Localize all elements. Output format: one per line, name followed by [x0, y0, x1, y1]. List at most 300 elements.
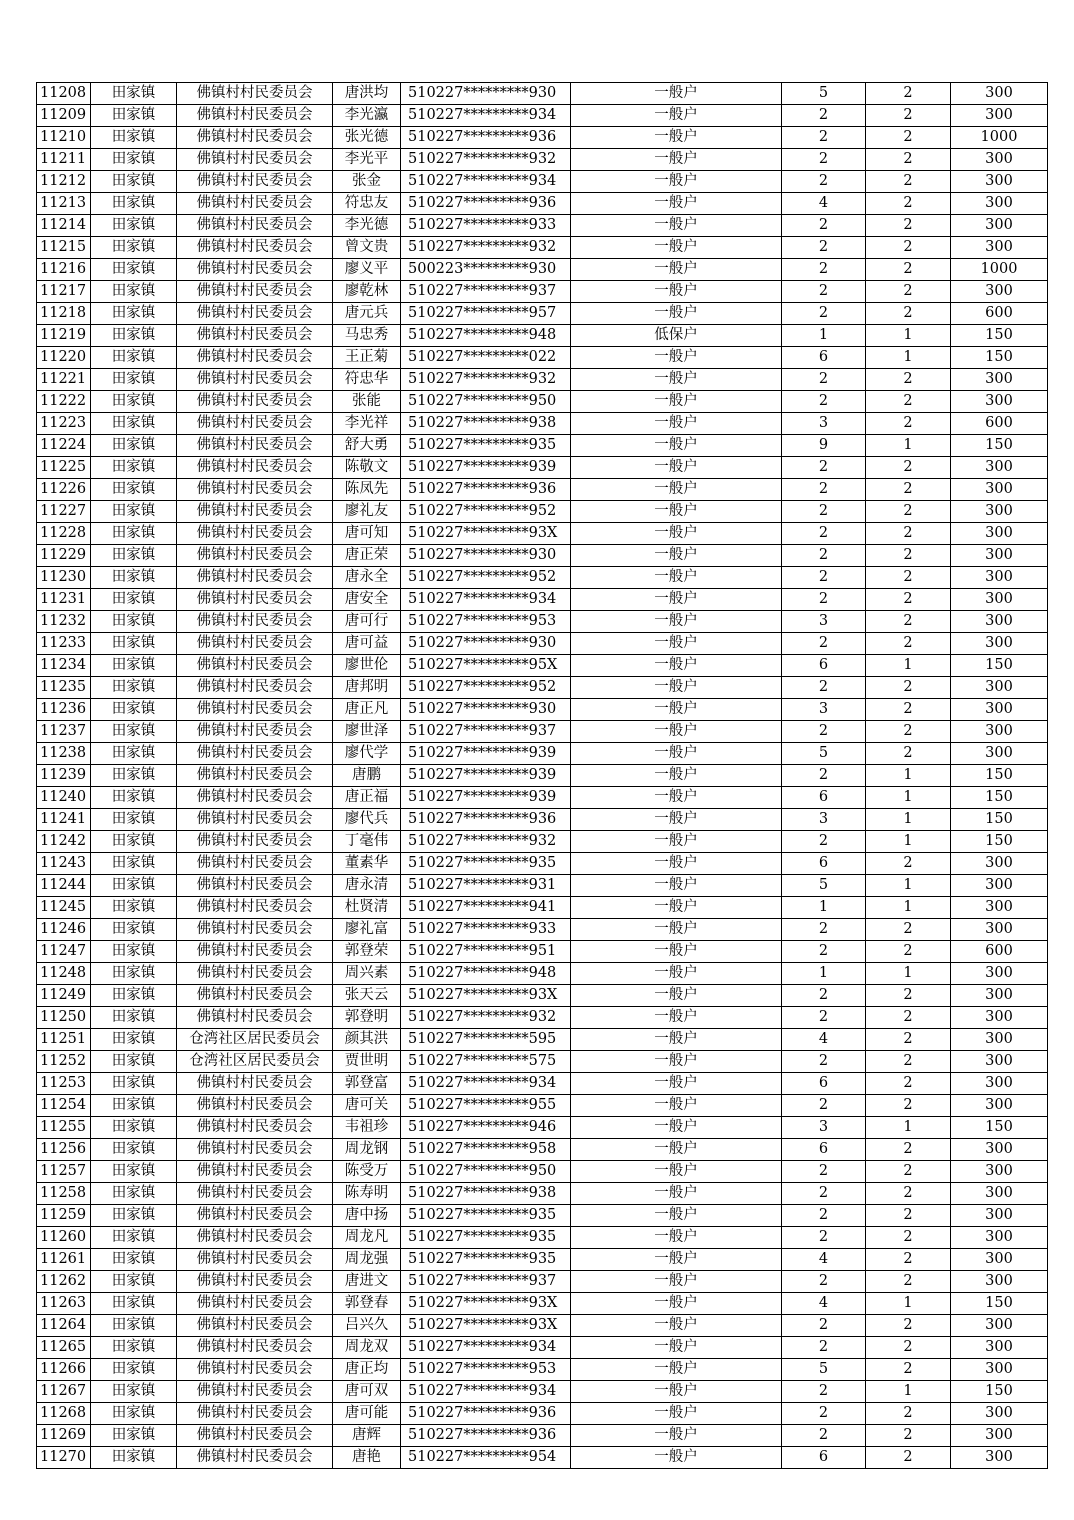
row-number-cell: 11227: [37, 501, 91, 523]
committee-cell: 佛镇村村民委员会: [177, 1227, 333, 1249]
table-row: [37, 1029, 1048, 1051]
table-row: [37, 853, 1048, 875]
id-number-cell: 510227*********937: [401, 1271, 571, 1293]
row-number-cell: 11251: [37, 1029, 91, 1051]
household-size-cell: 2: [782, 369, 866, 391]
row-number-cell: 11244: [37, 875, 91, 897]
committee-cell: 佛镇村村民委员会: [177, 699, 333, 721]
amount-cell: 150: [951, 1293, 1048, 1315]
table-row: [37, 259, 1048, 281]
id-number-cell: 510227*********930: [401, 633, 571, 655]
count-cell: 1: [866, 765, 951, 787]
row-number-cell: 11238: [37, 743, 91, 765]
table-row: [37, 787, 1048, 809]
table-row: [37, 677, 1048, 699]
id-number-cell: 500223*********930: [401, 259, 571, 281]
amount-cell: 300: [951, 897, 1048, 919]
household-type-cell: 一般户: [571, 699, 782, 721]
town-cell: 田家镇: [91, 1381, 177, 1403]
id-number-cell: 510227*********948: [401, 963, 571, 985]
town-cell: 田家镇: [91, 1117, 177, 1139]
committee-cell: 佛镇村村民委员会: [177, 479, 333, 501]
committee-cell: 佛镇村村民委员会: [177, 853, 333, 875]
count-cell: 2: [866, 479, 951, 501]
name-cell: 张光德: [333, 127, 401, 149]
household-size-cell: 5: [782, 83, 866, 105]
id-number-cell: 510227*********934: [401, 589, 571, 611]
household-size-cell: 2: [782, 259, 866, 281]
count-cell: 2: [866, 1073, 951, 1095]
count-cell: 2: [866, 413, 951, 435]
committee-cell: 佛镇村村民委员会: [177, 281, 333, 303]
id-number-cell: 510227*********952: [401, 677, 571, 699]
id-number-cell: 510227*********022: [401, 347, 571, 369]
records-table: [36, 82, 1048, 1469]
town-cell: 田家镇: [91, 677, 177, 699]
row-number-cell: 11239: [37, 765, 91, 787]
town-cell: 田家镇: [91, 897, 177, 919]
household-size-cell: 3: [782, 809, 866, 831]
household-size-cell: 2: [782, 215, 866, 237]
household-type-cell: 一般户: [571, 1051, 782, 1073]
table-row: [37, 1447, 1048, 1469]
household-size-cell: 2: [782, 831, 866, 853]
committee-cell: 佛镇村村民委员会: [177, 83, 333, 105]
household-type-cell: 一般户: [571, 1271, 782, 1293]
amount-cell: 300: [951, 369, 1048, 391]
count-cell: 1: [866, 435, 951, 457]
count-cell: 2: [866, 743, 951, 765]
committee-cell: 佛镇村村民委员会: [177, 1095, 333, 1117]
name-cell: 周龙凡: [333, 1227, 401, 1249]
household-size-cell: 2: [782, 1161, 866, 1183]
town-cell: 田家镇: [91, 765, 177, 787]
row-number-cell: 11250: [37, 1007, 91, 1029]
row-number-cell: 11249: [37, 985, 91, 1007]
row-number-cell: 11247: [37, 941, 91, 963]
household-type-cell: 一般户: [571, 259, 782, 281]
name-cell: 郭登明: [333, 1007, 401, 1029]
name-cell: 郭登荣: [333, 941, 401, 963]
household-type-cell: 一般户: [571, 347, 782, 369]
household-size-cell: 2: [782, 127, 866, 149]
table-row: [37, 721, 1048, 743]
household-size-cell: 2: [782, 919, 866, 941]
household-type-cell: 一般户: [571, 303, 782, 325]
name-cell: 唐可能: [333, 1403, 401, 1425]
name-cell: 周龙钢: [333, 1139, 401, 1161]
name-cell: 郭登富: [333, 1073, 401, 1095]
id-number-cell: 510227*********930: [401, 699, 571, 721]
household-type-cell: 一般户: [571, 809, 782, 831]
town-cell: 田家镇: [91, 875, 177, 897]
name-cell: 唐可关: [333, 1095, 401, 1117]
town-cell: 田家镇: [91, 303, 177, 325]
name-cell: 张金: [333, 171, 401, 193]
id-number-cell: 510227*********932: [401, 149, 571, 171]
table-row: [37, 985, 1048, 1007]
row-number-cell: 11261: [37, 1249, 91, 1271]
committee-cell: 佛镇村村民委员会: [177, 897, 333, 919]
row-number-cell: 11243: [37, 853, 91, 875]
row-number-cell: 11270: [37, 1447, 91, 1469]
household-type-cell: 一般户: [571, 919, 782, 941]
town-cell: 田家镇: [91, 259, 177, 281]
row-number-cell: 11262: [37, 1271, 91, 1293]
id-number-cell: 510227*********934: [401, 171, 571, 193]
name-cell: 丁毫伟: [333, 831, 401, 853]
table-row: [37, 963, 1048, 985]
committee-cell: 佛镇村村民委员会: [177, 809, 333, 831]
town-cell: 田家镇: [91, 369, 177, 391]
town-cell: 田家镇: [91, 325, 177, 347]
row-number-cell: 11215: [37, 237, 91, 259]
count-cell: 2: [866, 1095, 951, 1117]
row-number-cell: 11211: [37, 149, 91, 171]
committee-cell: 佛镇村村民委员会: [177, 831, 333, 853]
table-row: [37, 1007, 1048, 1029]
row-number-cell: 11240: [37, 787, 91, 809]
amount-cell: 300: [951, 501, 1048, 523]
town-cell: 田家镇: [91, 281, 177, 303]
household-size-cell: 2: [782, 567, 866, 589]
committee-cell: 佛镇村村民委员会: [177, 875, 333, 897]
town-cell: 田家镇: [91, 523, 177, 545]
name-cell: 唐正均: [333, 1359, 401, 1381]
count-cell: 2: [866, 281, 951, 303]
row-number-cell: 11224: [37, 435, 91, 457]
table-row: [37, 1095, 1048, 1117]
table-row: [37, 523, 1048, 545]
row-number-cell: 11235: [37, 677, 91, 699]
amount-cell: 300: [951, 875, 1048, 897]
name-cell: 张能: [333, 391, 401, 413]
amount-cell: 300: [951, 963, 1048, 985]
id-number-cell: 510227*********953: [401, 1359, 571, 1381]
table-row: [37, 1249, 1048, 1271]
count-cell: 1: [866, 1117, 951, 1139]
amount-cell: 300: [951, 985, 1048, 1007]
table-row: [37, 1161, 1048, 1183]
town-cell: 田家镇: [91, 171, 177, 193]
id-number-cell: 510227*********939: [401, 787, 571, 809]
amount-cell: 300: [951, 1183, 1048, 1205]
table-row: [37, 1183, 1048, 1205]
count-cell: 2: [866, 127, 951, 149]
id-number-cell: 510227*********930: [401, 83, 571, 105]
id-number-cell: 510227*********936: [401, 479, 571, 501]
town-cell: 田家镇: [91, 985, 177, 1007]
id-number-cell: 510227*********934: [401, 105, 571, 127]
id-number-cell: 510227*********933: [401, 215, 571, 237]
household-size-cell: 5: [782, 1359, 866, 1381]
amount-cell: 300: [951, 1315, 1048, 1337]
name-cell: 李光瀛: [333, 105, 401, 127]
amount-cell: 300: [951, 1161, 1048, 1183]
id-number-cell: 510227*********936: [401, 193, 571, 215]
table-row: [37, 897, 1048, 919]
name-cell: 周龙双: [333, 1337, 401, 1359]
household-size-cell: 2: [782, 765, 866, 787]
amount-cell: 300: [951, 589, 1048, 611]
table-row: [37, 1139, 1048, 1161]
id-number-cell: 510227*********948: [401, 325, 571, 347]
household-type-cell: 一般户: [571, 963, 782, 985]
count-cell: 1: [866, 347, 951, 369]
town-cell: 田家镇: [91, 237, 177, 259]
name-cell: 唐可双: [333, 1381, 401, 1403]
household-type-cell: 一般户: [571, 655, 782, 677]
amount-cell: 600: [951, 303, 1048, 325]
name-cell: 廖礼富: [333, 919, 401, 941]
household-type-cell: 一般户: [571, 1007, 782, 1029]
committee-cell: 佛镇村村民委员会: [177, 655, 333, 677]
committee-cell: 佛镇村村民委员会: [177, 1447, 333, 1469]
household-type-cell: 一般户: [571, 281, 782, 303]
name-cell: 廖义平: [333, 259, 401, 281]
household-type-cell: 一般户: [571, 787, 782, 809]
household-type-cell: 一般户: [571, 897, 782, 919]
count-cell: 2: [866, 1183, 951, 1205]
row-number-cell: 11212: [37, 171, 91, 193]
town-cell: 田家镇: [91, 567, 177, 589]
household-type-cell: 一般户: [571, 215, 782, 237]
amount-cell: 300: [951, 83, 1048, 105]
name-cell: 颜其洪: [333, 1029, 401, 1051]
amount-cell: 150: [951, 1381, 1048, 1403]
household-type-cell: 一般户: [571, 1139, 782, 1161]
table-row: [37, 1073, 1048, 1095]
town-cell: 田家镇: [91, 721, 177, 743]
id-number-cell: 510227*********937: [401, 721, 571, 743]
row-number-cell: 11217: [37, 281, 91, 303]
household-type-cell: 一般户: [571, 127, 782, 149]
town-cell: 田家镇: [91, 1249, 177, 1271]
count-cell: 2: [866, 545, 951, 567]
name-cell: 廖礼友: [333, 501, 401, 523]
table-row: [37, 303, 1048, 325]
committee-cell: 佛镇村村民委员会: [177, 501, 333, 523]
id-number-cell: 510227*********936: [401, 1425, 571, 1447]
town-cell: 田家镇: [91, 655, 177, 677]
id-number-cell: 510227*********941: [401, 897, 571, 919]
household-type-cell: 一般户: [571, 83, 782, 105]
id-number-cell: 510227*********953: [401, 611, 571, 633]
count-cell: 1: [866, 1293, 951, 1315]
count-cell: 2: [866, 1227, 951, 1249]
amount-cell: 150: [951, 325, 1048, 347]
household-type-cell: 一般户: [571, 765, 782, 787]
table-row: [37, 1205, 1048, 1227]
id-number-cell: 510227*********939: [401, 457, 571, 479]
committee-cell: 佛镇村村民委员会: [177, 391, 333, 413]
household-type-cell: 一般户: [571, 611, 782, 633]
committee-cell: 佛镇村村民委员会: [177, 457, 333, 479]
amount-cell: 150: [951, 787, 1048, 809]
count-cell: 2: [866, 853, 951, 875]
committee-cell: 佛镇村村民委员会: [177, 259, 333, 281]
committee-cell: 佛镇村村民委员会: [177, 303, 333, 325]
table-row: [37, 457, 1048, 479]
table-row: [37, 281, 1048, 303]
household-type-cell: 一般户: [571, 721, 782, 743]
town-cell: 田家镇: [91, 831, 177, 853]
town-cell: 田家镇: [91, 1359, 177, 1381]
row-number-cell: 11223: [37, 413, 91, 435]
household-type-cell: 一般户: [571, 1205, 782, 1227]
count-cell: 2: [866, 589, 951, 611]
committee-cell: 仓湾社区居民委员会: [177, 1051, 333, 1073]
table-row: [37, 1117, 1048, 1139]
id-number-cell: 510227*********93X: [401, 985, 571, 1007]
committee-cell: 佛镇村村民委员会: [177, 963, 333, 985]
amount-cell: 150: [951, 809, 1048, 831]
id-number-cell: 510227*********932: [401, 369, 571, 391]
id-number-cell: 510227*********934: [401, 1337, 571, 1359]
name-cell: 唐正福: [333, 787, 401, 809]
id-number-cell: 510227*********955: [401, 1095, 571, 1117]
row-number-cell: 11208: [37, 83, 91, 105]
name-cell: 唐洪均: [333, 83, 401, 105]
count-cell: 2: [866, 1139, 951, 1161]
amount-cell: 300: [951, 479, 1048, 501]
table-row: [37, 743, 1048, 765]
household-size-cell: 2: [782, 501, 866, 523]
amount-cell: 300: [951, 1205, 1048, 1227]
row-number-cell: 11220: [37, 347, 91, 369]
count-cell: 1: [866, 787, 951, 809]
household-size-cell: 2: [782, 1315, 866, 1337]
household-size-cell: 2: [782, 237, 866, 259]
household-type-cell: 一般户: [571, 193, 782, 215]
town-cell: 田家镇: [91, 1425, 177, 1447]
count-cell: 2: [866, 1249, 951, 1271]
town-cell: 田家镇: [91, 149, 177, 171]
row-number-cell: 11246: [37, 919, 91, 941]
amount-cell: 300: [951, 743, 1048, 765]
count-cell: 2: [866, 611, 951, 633]
row-number-cell: 11232: [37, 611, 91, 633]
count-cell: 2: [866, 303, 951, 325]
row-number-cell: 11260: [37, 1227, 91, 1249]
amount-cell: 300: [951, 193, 1048, 215]
household-size-cell: 2: [782, 1271, 866, 1293]
id-number-cell: 510227*********93X: [401, 1293, 571, 1315]
amount-cell: 300: [951, 633, 1048, 655]
id-number-cell: 510227*********954: [401, 1447, 571, 1469]
committee-cell: 佛镇村村民委员会: [177, 941, 333, 963]
table-row: [37, 1425, 1048, 1447]
id-number-cell: 510227*********936: [401, 1403, 571, 1425]
table-row: [37, 633, 1048, 655]
name-cell: 陈寿明: [333, 1183, 401, 1205]
committee-cell: 佛镇村村民委员会: [177, 1337, 333, 1359]
committee-cell: 佛镇村村民委员会: [177, 677, 333, 699]
table-row: [37, 347, 1048, 369]
committee-cell: 佛镇村村民委员会: [177, 545, 333, 567]
amount-cell: 150: [951, 765, 1048, 787]
household-type-cell: 一般户: [571, 1425, 782, 1447]
amount-cell: 150: [951, 435, 1048, 457]
name-cell: 陈受万: [333, 1161, 401, 1183]
row-number-cell: 11230: [37, 567, 91, 589]
name-cell: 唐鹏: [333, 765, 401, 787]
id-number-cell: 510227*********932: [401, 1007, 571, 1029]
household-size-cell: 2: [782, 1403, 866, 1425]
household-type-cell: 一般户: [571, 1161, 782, 1183]
row-number-cell: 11242: [37, 831, 91, 853]
household-size-cell: 2: [782, 1095, 866, 1117]
row-number-cell: 11263: [37, 1293, 91, 1315]
town-cell: 田家镇: [91, 391, 177, 413]
count-cell: 2: [866, 193, 951, 215]
name-cell: 符忠友: [333, 193, 401, 215]
town-cell: 田家镇: [91, 633, 177, 655]
household-size-cell: 2: [782, 1381, 866, 1403]
name-cell: 贾世明: [333, 1051, 401, 1073]
count-cell: 2: [866, 523, 951, 545]
id-number-cell: 510227*********93X: [401, 523, 571, 545]
town-cell: 田家镇: [91, 127, 177, 149]
name-cell: 廖代学: [333, 743, 401, 765]
committee-cell: 佛镇村村民委员会: [177, 1205, 333, 1227]
id-number-cell: 510227*********957: [401, 303, 571, 325]
count-cell: 2: [866, 721, 951, 743]
household-size-cell: 2: [782, 1007, 866, 1029]
name-cell: 廖世伦: [333, 655, 401, 677]
row-number-cell: 11222: [37, 391, 91, 413]
count-cell: 2: [866, 1425, 951, 1447]
household-size-cell: 4: [782, 1029, 866, 1051]
committee-cell: 佛镇村村民委员会: [177, 215, 333, 237]
id-number-cell: 510227*********958: [401, 1139, 571, 1161]
town-cell: 田家镇: [91, 611, 177, 633]
household-type-cell: 一般户: [571, 1359, 782, 1381]
amount-cell: 600: [951, 941, 1048, 963]
name-cell: 唐辉: [333, 1425, 401, 1447]
count-cell: 2: [866, 941, 951, 963]
table-body: [37, 83, 1048, 1469]
name-cell: 吕兴久: [333, 1315, 401, 1337]
committee-cell: 佛镇村村民委员会: [177, 1315, 333, 1337]
household-size-cell: 2: [782, 1183, 866, 1205]
count-cell: 1: [866, 809, 951, 831]
name-cell: 周兴素: [333, 963, 401, 985]
count-cell: 1: [866, 325, 951, 347]
row-number-cell: 11234: [37, 655, 91, 677]
table-row: [37, 215, 1048, 237]
row-number-cell: 11258: [37, 1183, 91, 1205]
id-number-cell: 510227*********934: [401, 1381, 571, 1403]
household-type-cell: 一般户: [571, 391, 782, 413]
committee-cell: 佛镇村村民委员会: [177, 1139, 333, 1161]
name-cell: 唐可知: [333, 523, 401, 545]
id-number-cell: 510227*********934: [401, 1073, 571, 1095]
table-row: [37, 941, 1048, 963]
table-row: [37, 325, 1048, 347]
id-number-cell: 510227*********595: [401, 1029, 571, 1051]
count-cell: 2: [866, 501, 951, 523]
committee-cell: 佛镇村村民委员会: [177, 171, 333, 193]
id-number-cell: 510227*********939: [401, 765, 571, 787]
amount-cell: 300: [951, 1095, 1048, 1117]
id-number-cell: 510227*********939: [401, 743, 571, 765]
table-row: [37, 1359, 1048, 1381]
town-cell: 田家镇: [91, 853, 177, 875]
household-size-cell: 1: [782, 963, 866, 985]
household-size-cell: 2: [782, 985, 866, 1007]
amount-cell: 300: [951, 545, 1048, 567]
